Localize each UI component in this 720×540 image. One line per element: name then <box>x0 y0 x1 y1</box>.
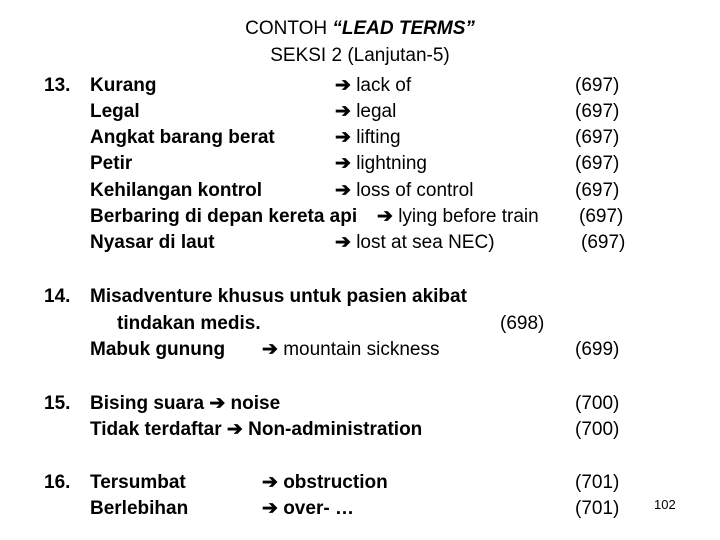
term-mabuk-gunung: Mabuk gunung <box>90 339 226 360</box>
arrow-right-icon: ➔ <box>262 472 278 493</box>
term-tidak-terdaftar: Tidak terdaftar ➔ Non-administration <box>90 419 423 440</box>
term-kehilangan-kontrol: Kehilangan kontrol <box>90 180 263 201</box>
section-number-14: 14. <box>44 286 71 307</box>
section-subtitle-text: SEKSI 2 (Lanjutan-5) <box>270 45 450 66</box>
ref-kurang: (697) <box>575 75 620 96</box>
translation-lack-of: ➔ lack of <box>335 75 412 96</box>
term-nyasar-di-laut: Nyasar di laut <box>90 232 215 253</box>
title-prefix: CONTOH <box>245 18 333 39</box>
arrow-right-icon: ➔ <box>335 75 351 96</box>
section-subtitle <box>0 45 720 67</box>
translation-legal: ➔ legal <box>335 101 397 122</box>
ref-mabuk-gunung: (699) <box>575 339 620 360</box>
translation-loss-of-control: ➔ loss of control <box>335 180 474 201</box>
ref-bising-suara: (700) <box>575 393 620 414</box>
arrow-right-icon: ➔ <box>226 419 243 440</box>
ref-nyasar: (697) <box>581 232 626 253</box>
translation-lightning: ➔ lightning <box>335 153 427 174</box>
translation-over: ➔ over- … <box>262 498 354 519</box>
arrow-right-icon: ➔ <box>335 127 351 148</box>
section-number-15: 15. <box>44 393 71 414</box>
term-petir: Petir <box>90 153 133 174</box>
term-misadventure-cont: tindakan medis. <box>117 313 261 334</box>
page-title <box>0 18 720 40</box>
section-number-16: 16. <box>44 472 71 493</box>
title-emphasis: “LEAD TERMS” <box>332 18 475 39</box>
term-berbaring: Berbaring di depan kereta api <box>90 206 358 227</box>
translation-lifting: ➔ lifting <box>335 127 401 148</box>
arrow-right-icon: ➔ <box>377 206 393 227</box>
term-angkat-barang-berat: Angkat barang berat <box>90 127 275 148</box>
ref-petir: (697) <box>575 153 620 174</box>
arrow-right-icon: ➔ <box>335 153 351 174</box>
arrow-right-icon: ➔ <box>335 232 351 253</box>
term-kurang: Kurang <box>90 75 157 96</box>
page-number: 102 <box>654 497 676 512</box>
term-bising-suara: Bising suara ➔ noise <box>90 393 281 414</box>
ref-legal: (697) <box>575 101 620 122</box>
ref-misadventure: (698) <box>500 313 545 334</box>
term-misadventure: Misadventure khusus untuk pasien akibat <box>90 286 467 307</box>
ref-kehilangan: (697) <box>575 180 620 201</box>
arrow-right-icon: ➔ <box>335 101 351 122</box>
ref-berlebihan: (701) <box>575 498 620 519</box>
translation-lost-at-sea: ➔ lost at sea NEC) <box>335 232 495 253</box>
ref-angkat: (697) <box>575 127 620 148</box>
ref-tidak-terdaftar: (700) <box>575 419 620 440</box>
term-berlebihan: Berlebihan <box>90 498 189 519</box>
translation-lying-before-train: ➔ lying before train <box>377 206 539 227</box>
ref-berbaring: (697) <box>579 206 624 227</box>
arrow-right-icon: ➔ <box>262 339 278 360</box>
arrow-right-icon: ➔ <box>262 498 278 519</box>
term-tersumbat: Tersumbat <box>90 472 186 493</box>
ref-tersumbat: (701) <box>575 472 620 493</box>
term-legal: Legal <box>90 101 140 122</box>
arrow-right-icon: ➔ <box>335 180 351 201</box>
translation-obstruction: ➔ obstruction <box>262 472 388 493</box>
section-number-13: 13. <box>44 75 71 96</box>
translation-mountain-sickness: ➔ mountain sickness <box>262 339 440 360</box>
arrow-right-icon: ➔ <box>209 393 226 414</box>
